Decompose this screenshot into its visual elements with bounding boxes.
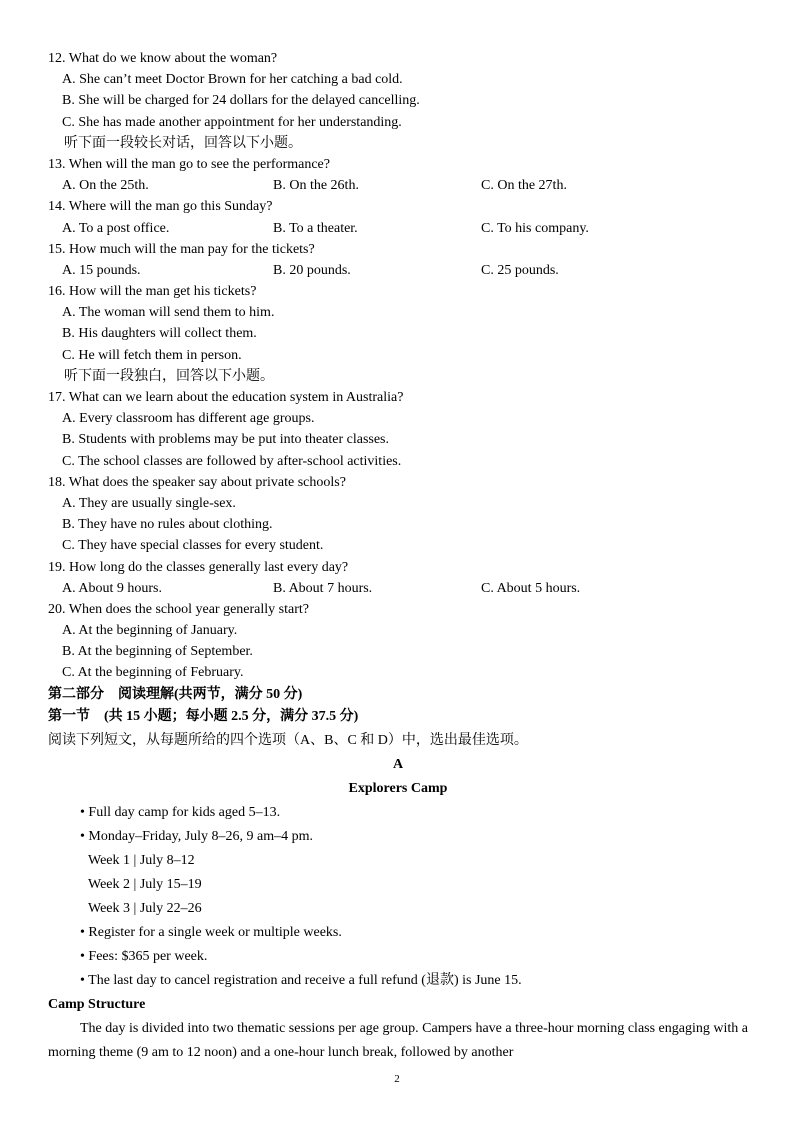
- option-row: [48, 175, 748, 196]
- question-text: 19. How long do the classes generally last every day?: [48, 559, 349, 575]
- option-text: C. 25 pounds.: [481, 262, 559, 278]
- option-text: A. They are usually single-sex.: [62, 495, 236, 511]
- passage-title: Explorers Camp: [348, 780, 448, 796]
- option-text: B. They have no rules about clothing.: [62, 517, 273, 533]
- question-text: 18. What does the speaker say about private schools?: [48, 474, 346, 490]
- option-text: B. At the beginning of September.: [62, 644, 253, 660]
- listening-questions: [48, 48, 748, 684]
- camp-bullet-item: • Fees: $365 per week.: [80, 948, 208, 964]
- question-text: 16. How will the man get his tickets?: [48, 284, 257, 300]
- passage-letter: A: [392, 756, 404, 772]
- camp-bullet-item: • Monday–Friday, July 8–26, 9 am–4 pm.: [80, 828, 314, 844]
- camp-bullet-item: • Full day camp for kids aged 5–13.: [80, 804, 281, 820]
- option-text: A. To a post office.: [62, 220, 170, 236]
- part2-title: 第二部分 阅读理解(共两节，满分 50 分): [48, 686, 303, 702]
- camp-bullet-item: • Register for a single week or multiple weeks.: [80, 924, 342, 940]
- question-text: 17. What can we learn about the education system in Australia?: [48, 390, 404, 405]
- option-row: [48, 218, 748, 239]
- question-text: 13. When will the man go to see the performance?: [48, 156, 330, 172]
- listening-instruction: 听下面一段较长对话，回答以下小题。: [64, 135, 302, 151]
- listening-instruction: 听下面一段独白，回答以下小题。: [64, 368, 274, 384]
- option-text: B. To a theater.: [273, 220, 358, 236]
- option-text: C. The school classes are followed by after-school activities.: [62, 453, 402, 469]
- option-text: B. She will be charged for 24 dollars for the delayed cancelling.: [62, 93, 420, 109]
- option-text: B. About 7 hours.: [273, 580, 373, 596]
- option-row: [48, 578, 748, 599]
- camp-bullet-item: • The last day to cancel registration and receive a full refund (退款) is June 15.: [80, 972, 522, 988]
- camp-week-item: Week 1 | July 8–12: [88, 852, 195, 868]
- question-text: 20. When does the school year generally start?: [48, 601, 309, 617]
- camp-week-item: Week 3 | July 22–26: [88, 900, 202, 916]
- option-text: C. On the 27th.: [481, 178, 567, 194]
- option-text: A. She can’t meet Doctor Brown for her catching a bad cold.: [62, 72, 403, 88]
- option-text: B. Students with problems may be put into theater classes.: [62, 432, 390, 448]
- camp-structure-paragraph: The day is divided into two thematic sessions per age group. Campers have a three-hour morning class engaging with a morning theme (9 am to 12 noon) and a one-hour lunch break, followed by another: [48, 1020, 748, 1060]
- option-text: C. At the beginning of February.: [62, 665, 244, 681]
- section1-title: 第一节 (共 15 小题；每小题 2.5 分，满分 37.5 分): [48, 708, 359, 724]
- reading-instruction: 阅读下列短文，从每题所给的四个选项（A、B、C 和 D）中，选出最佳选项。: [48, 732, 528, 748]
- option-text: A. Every classroom has different age groups.: [62, 411, 315, 427]
- question-text: 14. Where will the man go this Sunday?: [48, 199, 273, 215]
- option-text: B. His daughters will collect them.: [62, 326, 257, 342]
- option-text: C. He will fetch them in person.: [62, 347, 242, 363]
- option-text: B. On the 26th.: [273, 178, 359, 194]
- camp-structure-heading: Camp Structure: [48, 996, 146, 1012]
- question-text: 15. How much will the man pay for the tickets?: [48, 241, 315, 257]
- camp-info-list: [48, 801, 748, 993]
- option-text: C. They have special classes for every student.: [62, 538, 324, 554]
- option-row: [48, 260, 748, 281]
- question-text: 12. What do we know about the woman?: [48, 51, 278, 66]
- page-number: 2: [394, 1073, 400, 1085]
- option-text: A. The woman will send them to him.: [62, 305, 275, 321]
- option-text: C. About 5 hours.: [481, 580, 581, 596]
- camp-week-item: Week 2 | July 15–19: [88, 876, 202, 892]
- option-text: C. She has made another appointment for her understanding.: [62, 114, 402, 130]
- option-text: A. About 9 hours.: [62, 580, 162, 596]
- option-text: A. 15 pounds.: [62, 262, 141, 278]
- option-text: B. 20 pounds.: [273, 262, 351, 278]
- option-text: A. On the 25th.: [62, 178, 149, 194]
- option-text: C. To his company.: [481, 220, 589, 236]
- option-text: A. At the beginning of January.: [62, 623, 238, 639]
